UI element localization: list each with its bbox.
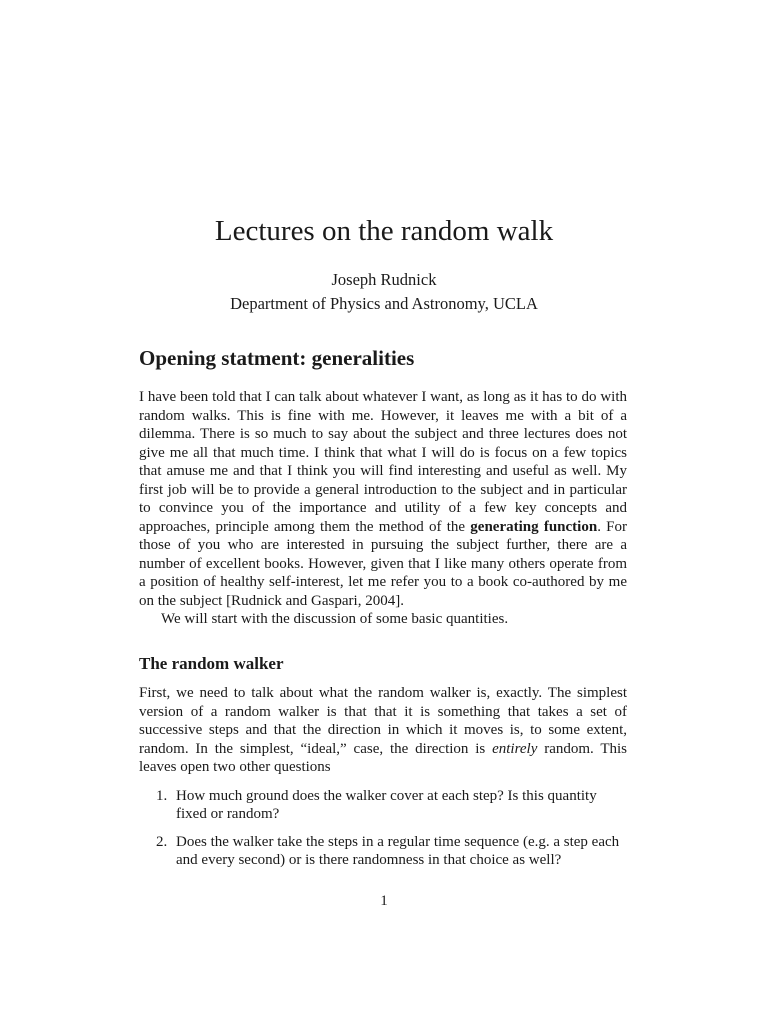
paragraph-text: random. This leaves open two other questions [139, 740, 627, 775]
author-affiliation: Department of Physics and Astronomy, UCLA [230, 294, 538, 313]
section-random-walker [139, 653, 627, 870]
paragraph-text: . For those of you who are interested in pursuing the subject further, there are a number of excellent books. However, given that I like many others operate from a position of healthy self-interest, let me refer you to a book co-authored by me on the subject [Rudnick and Gaspari, 2004]. [139, 518, 627, 609]
page-number: 1 [380, 893, 388, 909]
section-opening [139, 345, 627, 629]
subsection-heading: The random walker [139, 654, 284, 673]
paragraph: We will start with the discussion of some basic quantities. [161, 611, 509, 627]
list-number: 2. [156, 833, 168, 850]
paragraph-text: First, we need to talk about what the random walker is, exactly. The simplest version of a random walker is that that it is something that takes a set of successive steps and that the direction in which it moves is, to some extent, random. In the simplest, “ideal,” case, the direction is [139, 685, 627, 757]
list-item [139, 787, 627, 824]
paragraph [139, 684, 627, 777]
author-name: Joseph Rudnick [331, 270, 437, 289]
emphasis-term: entirely [492, 740, 538, 757]
numbered-list [139, 787, 627, 870]
paper-title: Lectures on the random walk [214, 215, 554, 247]
list-item [139, 833, 627, 870]
paragraph-text: I have been told that I can talk about whatever I want, as long as it has to do with random walks. This is fine with me. However, it leaves me with a bit of a dilemma. There is so much to say about the subject and three lectures does not give me all that much time. I think that what I will do is focus on a few topics that amuse me and that I think you will find interesting and useful as well. My first job will be to provide a general introduction to the subject and in particular to convince you of the importance and utility of a few key concepts and approaches, principle among them the method of the [139, 389, 627, 535]
section-heading: Opening statment: generalities [139, 346, 415, 370]
paragraph [139, 388, 627, 610]
bold-term: generating function [470, 518, 598, 535]
list-text: Does the walker take the steps in a regular time sequence (e.g. a step each and every second) or is there randomness in that choice as well? [176, 833, 620, 868]
list-text: How much ground does the walker cover at each step? Is this quantity fixed or random? [176, 787, 597, 822]
list-number: 1. [156, 787, 168, 804]
author-block [0, 268, 768, 316]
